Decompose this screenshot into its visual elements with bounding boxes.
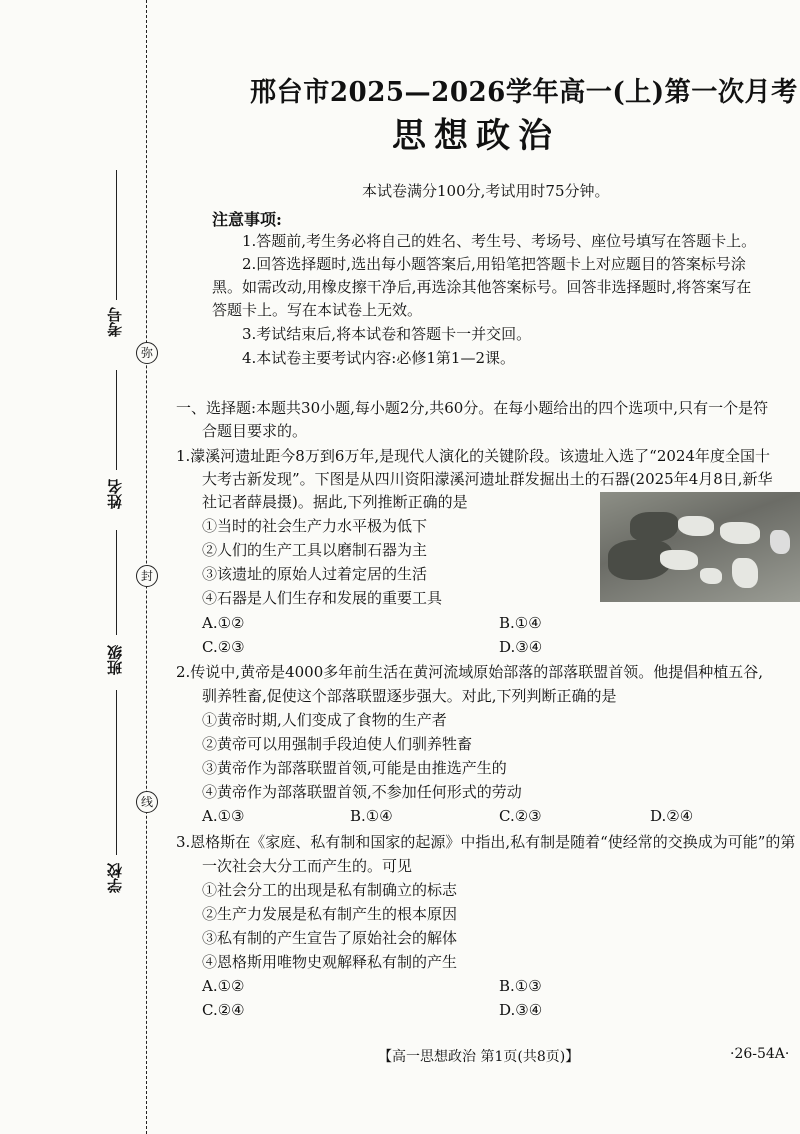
seal-mark: 线: [136, 791, 158, 813]
option[interactable]: C.②③: [499, 807, 542, 825]
notice-line: 3.考试结束后,将本试卷和答题卡一并交回。: [242, 325, 532, 343]
notice-line: 1.答题前,考生务必将自己的姓名、考生号、考场号、座位号填写在答题卡上。: [242, 232, 757, 250]
option[interactable]: D.③④: [499, 638, 543, 656]
option[interactable]: D.③④: [499, 1001, 543, 1019]
notice-line: 答题卡上。写在本试卷上无效。: [212, 301, 423, 319]
fill-line: [116, 370, 117, 470]
section-heading: 一、选择题:本题共30小题,每小题2分,共60分。在每小题给出的四个选项中,只有一个是符: [176, 399, 769, 417]
notice-line: 2.回答选择题时,选出每小题答案后,用铅笔把答题卡上对应题目的答案标号涂: [242, 255, 746, 273]
class-field[interactable]: [104, 530, 128, 680]
field-label: 考号: [106, 307, 124, 337]
question-1-stem: 社记者薛晨摄)。据此,下列推断正确的是: [202, 493, 468, 511]
paper-code: ·26-54A·: [730, 1046, 790, 1062]
notice-heading: 注意事项:: [212, 210, 282, 229]
field-label: 姓名: [106, 479, 124, 509]
stone-tools-photo: [600, 492, 800, 602]
field-label: 班级: [106, 645, 124, 675]
exam-page: [172, 0, 800, 1134]
option[interactable]: B.①④: [350, 807, 393, 825]
school-field[interactable]: [104, 690, 128, 900]
fill-line: [116, 170, 117, 300]
statement: ①社会分工的出现是私有制确立的标志: [202, 881, 458, 899]
fill-line: [116, 530, 117, 635]
statement: ②黄帝可以用强制手段迫使人们驯养牲畜: [202, 735, 473, 753]
page-footer: 【高一思想政治 第1页(共8页)】: [378, 1049, 580, 1065]
name-field[interactable]: [104, 370, 128, 520]
section-heading-cont: 合题目要求的。: [202, 422, 308, 440]
statement: ①黄帝时期,人们变成了食物的生产者: [202, 711, 447, 729]
statement: ③私有制的产生宣告了原始社会的解体: [202, 929, 458, 947]
statement: ①当时的社会生产力水平极为低下: [202, 517, 428, 535]
subject-title: 思想政治: [392, 116, 560, 156]
option[interactable]: B.①④: [499, 614, 542, 632]
statement: ③黄帝作为部落联盟首领,可能是由推选产生的: [202, 759, 507, 777]
option[interactable]: B.①③: [499, 977, 542, 995]
question-3-stem: 3.恩格斯在《家庭、私有制和国家的起源》中指出,私有制是随着“使经常的交换成为可能”的第: [176, 833, 796, 851]
exam-number-field[interactable]: [104, 170, 128, 340]
option[interactable]: C.②③: [202, 638, 245, 656]
option[interactable]: A.①②: [202, 977, 245, 995]
option[interactable]: A.①②: [202, 614, 245, 632]
fill-line: [116, 690, 117, 855]
question-3-stem: 一次社会大分工而产生的。可见: [202, 857, 413, 875]
option[interactable]: A.①③: [202, 807, 245, 825]
statement: ②人们的生产工具以磨制石器为主: [202, 541, 428, 559]
binding-margin: [0, 0, 160, 1134]
notice-line: 黑。如需改动,用橡皮擦干净后,再选涂其他答案标号。回答非选择题时,将答案写在: [212, 278, 752, 296]
exam-meta: 本试卷满分100分,考试用时75分钟。: [362, 182, 610, 200]
statement: ④黄帝作为部落联盟首领,不参加任何形式的劳动: [202, 783, 522, 801]
seal-mark: 弥: [136, 342, 158, 364]
statement: ③该遗址的原始人过着定居的生活: [202, 565, 428, 583]
field-label: 学校: [106, 863, 124, 893]
statement: ④恩格斯用唯物史观解释私有制的产生: [202, 953, 458, 971]
question-2-stem: 驯养牲畜,促使这个部落联盟逐步强大。对此,下列判断正确的是: [202, 687, 617, 705]
statement: ②生产力发展是私有制产生的根本原因: [202, 905, 458, 923]
option[interactable]: C.②④: [202, 1001, 245, 1019]
notice-line: 4.本试卷主要考试内容:必修1第1—2课。: [242, 349, 515, 367]
seal-mark: 封: [136, 565, 158, 587]
exam-title: 邢台市2025—2026学年高一(上)第一次月考: [250, 77, 798, 108]
question-1-stem: 大考古新发现”。下图是从四川资阳濛溪河遗址群发掘出土的石器(2025年4月8日,新华: [202, 470, 773, 488]
question-2-stem: 2.传说中,黄帝是4000多年前生活在黄河流域原始部落的部落联盟首领。他提倡种植五谷,: [176, 663, 764, 681]
statement: ④石器是人们生存和发展的重要工具: [202, 589, 443, 607]
option[interactable]: D.②④: [650, 807, 694, 825]
question-1-stem: 1.濛溪河遗址距今8万到6万年,是现代人演化的关键阶段。该遗址入选了“2024年度全国十: [176, 447, 771, 465]
